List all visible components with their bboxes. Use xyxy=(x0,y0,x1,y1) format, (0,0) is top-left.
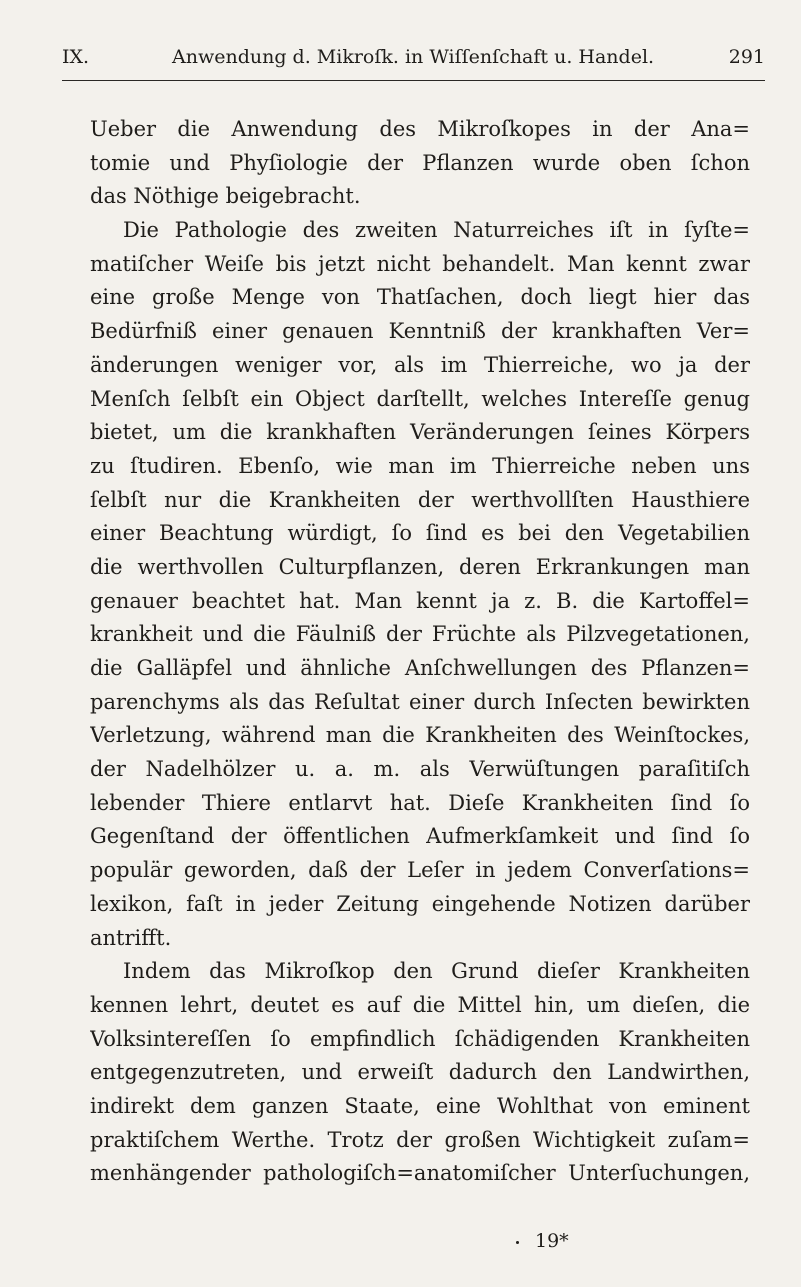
text-line: Die Pathologie des zweiten Naturreiches iſt in ſyſte= xyxy=(123,218,750,243)
text-line: Bedürfniß einer genauen Kenntniß der krankhaften Ver= xyxy=(90,319,750,344)
text-line: populär geworden, daß der Leſer in jedem Converſations= xyxy=(90,858,750,883)
signature-dot xyxy=(516,1241,519,1244)
text-line: Verletzung, während man die Krankheiten des Weinſtockes, xyxy=(90,723,750,748)
text-line: matiſcher Weiſe bis jetzt nicht behandelt. Man kennt zwar xyxy=(90,251,750,276)
section-number: IX. xyxy=(62,46,90,68)
signature-text: 19* xyxy=(535,1230,569,1252)
text-line: Menſch ſelbſt ein Object darſtellt, welches Intereſſe genug xyxy=(90,386,750,411)
text-line: ſelbſt nur die Krankheiten der werthvollſten Hausthiere xyxy=(90,487,750,512)
text-line: indirekt dem ganzen Staate, eine Wohlthat von eminent xyxy=(90,1093,750,1118)
header-rule xyxy=(62,80,765,81)
text-line: eine große Menge von Thatſachen, doch liegt hier das xyxy=(90,285,750,310)
text-line: lexikon, faſt in jeder Zeitung eingehende Notizen darüber xyxy=(90,891,750,916)
running-title: Anwendung d. Mikroſk. in Wiſſenſchaft u. Handel. xyxy=(172,46,655,68)
page-number: 291 xyxy=(728,46,765,68)
text-line: entgegenzutreten, und erweiſt dadurch den Landwirthen, xyxy=(90,1060,750,1085)
text-line: die werthvollen Culturpflanzen, deren Erkrankungen man xyxy=(90,554,750,579)
text-line: zu ſtudiren. Ebenſo, wie man im Thierreiche neben uns xyxy=(90,453,750,478)
text-line: der Nadelhölzer u. a. m. als Verwüſtungen paraſitiſch xyxy=(90,757,750,782)
text-line: das Nöthige beigebracht. xyxy=(90,184,361,209)
signature-mark xyxy=(516,1226,569,1256)
text-line: menhängender pathologiſch=anatomiſcher Unterſuchungen, xyxy=(90,1161,750,1186)
text-line: Gegenſtand der öffentlichen Aufmerkſamkeit und ſind ſo xyxy=(90,824,750,849)
text-line: änderungen weniger vor, als im Thierreiche, wo ja der xyxy=(90,352,750,377)
text-line: Volksintereſſen ſo empfindlich ſchädigenden Krankheiten xyxy=(90,1026,750,1051)
body-text xyxy=(90,113,750,1191)
text-line: genauer beachtet hat. Man kennt ja z. B. die Kartoffel= xyxy=(90,588,750,613)
text-line: Indem das Mikroſkop den Grund dieſer Krankheiten xyxy=(123,959,750,984)
text-line: parenchyms als das Reſultat einer durch Inſecten bewirkten xyxy=(90,689,750,714)
text-line: die Galläpfel und ähnliche Anſchwellungen des Pflanzen= xyxy=(90,656,750,680)
text-line: Ueber die Anwendung des Mikroſkopes in der Ana= xyxy=(90,117,750,141)
running-head xyxy=(62,42,765,72)
text-line: antrifft. xyxy=(90,925,172,950)
text-line: bietet, um die krankhaften Veränderungen ſeines Körpers xyxy=(90,420,750,445)
text-line: praktiſchem Werthe. Trotz der großen Wichtigkeit zuſam= xyxy=(90,1127,750,1152)
text-line: tomie und Phyſiologie der Pflanzen wurde oben ſchon xyxy=(90,150,750,175)
text-line: kennen lehrt, deutet es auf die Mittel hin, um dieſen, die xyxy=(90,992,750,1017)
text-line: lebender Thiere entlarvt hat. Dieſe Krankheiten ſind ſo xyxy=(90,790,750,815)
text-line: krankheit und die Fäulniß der Früchte als Pilzvegetationen, xyxy=(90,622,750,647)
text-line: einer Beachtung würdigt, ſo ſind es bei den Vegetabilien xyxy=(90,521,750,546)
